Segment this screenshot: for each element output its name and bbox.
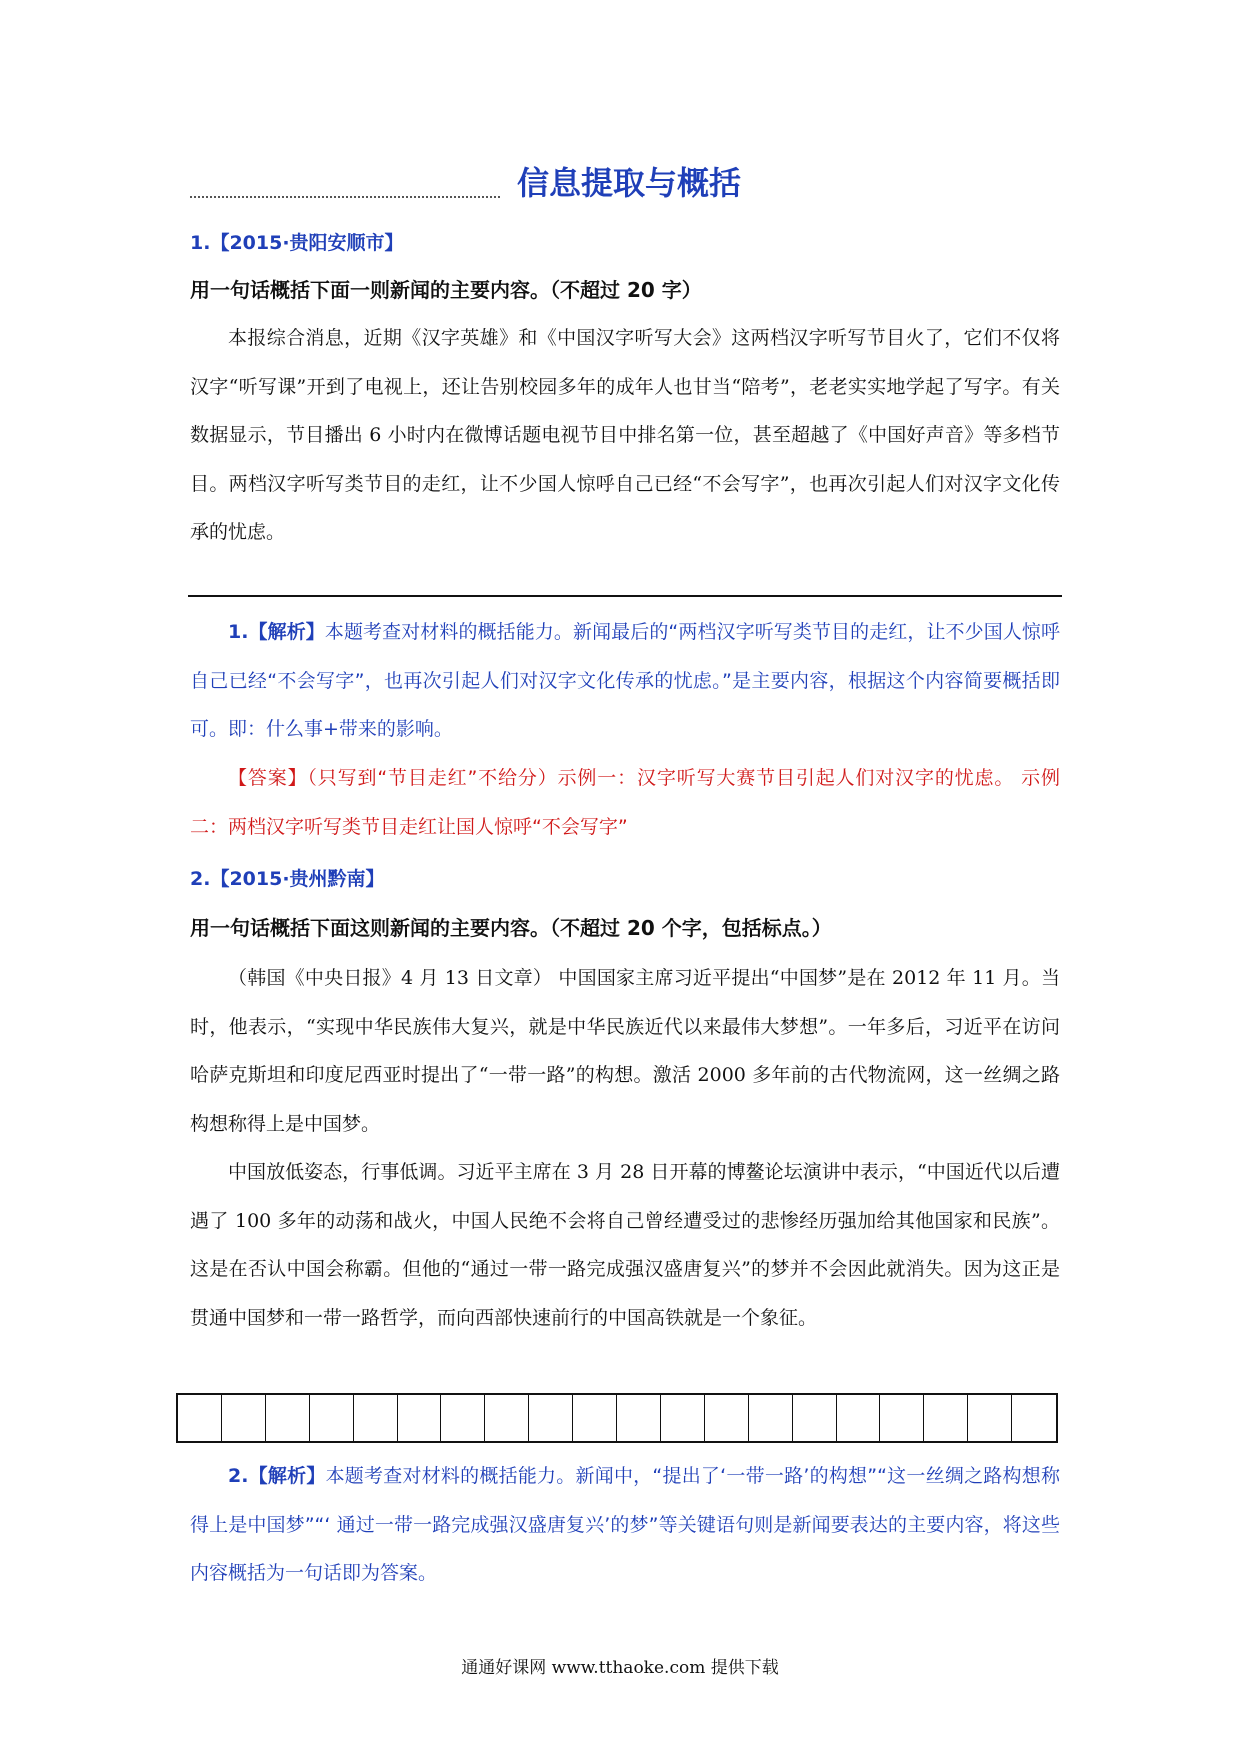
answer-grid-cell[interactable] bbox=[354, 1395, 398, 1441]
answer-grid-cell[interactable] bbox=[837, 1395, 881, 1441]
q2-passage-2: 中国放低姿态，行事低调。习近平主席在 3 月 28 日开幕的博鳌论坛演讲中表示，“中国近代以后遭遇了 100 多年的动荡和战火，中国人民绝不会将自己曾经遭受过的悲惨经历强加给其他国家和民族”。这是在否认中国会称霸。但他的“通过一带一路完成强汉盛唐复兴”的梦并不会因此就消失。因为这正是贯通中国梦和一带一路哲学，而向西部快速前行的中国高铁就是一个象征。 bbox=[190, 1161, 1060, 1329]
q1-analysis bbox=[190, 608, 1060, 754]
answer-grid-cell[interactable] bbox=[573, 1395, 617, 1441]
q1-answer: 【答案】（只写到“节目走红”不给分）示例一：汉字听写大赛节目引起人们对汉字的忧虑。 示例二：两档汉字听写类节目走红让国人惊呼“不会写字” bbox=[190, 767, 1060, 838]
q1-question: 用一句话概括下面一则新闻的主要内容。（不超过 20 字） bbox=[190, 278, 702, 302]
answer-grid-cell[interactable] bbox=[310, 1395, 354, 1441]
answer-grid-cell[interactable] bbox=[222, 1395, 266, 1441]
answer-grid-cell[interactable] bbox=[529, 1395, 573, 1441]
answer-grid-cell[interactable] bbox=[398, 1395, 442, 1441]
q2-passage-1: （韩国《中央日报》4 月 13 日文章） 中国国家主席习近平提出“中国梦”是在 2012 年 11 月。当时，他表示，“实现中华民族伟大复兴，就是中华民族近代以来最伟大梦想”。一年多后，习近平在访问哈萨克斯坦和印度尼西亚时提出了“一带一路”的构想。激活 2000 多年前的古代物流网，这一丝绸之路构想称得上是中国梦。 bbox=[190, 967, 1060, 1135]
q1-analysis-text: 本题考查对材料的概括能力。新闻最后的“两档汉字听写类节目的走红，让不少国人惊呼自己已经“不会写字”，也再次引起人们对汉字文化传承的忧虑。”是主要内容，根据这个内容简要概括即可。即：什么事+带来的影响。 bbox=[190, 621, 1060, 740]
answer-divider-line bbox=[188, 595, 1062, 597]
q1-analysis-tag: 1.【解析】 bbox=[228, 621, 325, 643]
answer-grid-cell[interactable] bbox=[749, 1395, 793, 1441]
answer-grid-cell[interactable] bbox=[178, 1395, 222, 1441]
page-footer: 通通好课网 www.tthaoke.com 提供下载 bbox=[461, 1658, 779, 1678]
answer-grid[interactable] bbox=[176, 1393, 1058, 1443]
answer-grid-cell[interactable] bbox=[661, 1395, 705, 1441]
q2-heading: 2.【2015·贵州黔南】 bbox=[190, 868, 385, 890]
answer-grid-cell[interactable] bbox=[266, 1395, 310, 1441]
answer-grid-cell[interactable] bbox=[441, 1395, 485, 1441]
answer-grid-cell[interactable] bbox=[485, 1395, 529, 1441]
q1-heading: 1.【2015·贵阳安顺市】 bbox=[190, 232, 404, 254]
answer-grid-cell[interactable] bbox=[924, 1395, 968, 1441]
answer-grid-cell[interactable] bbox=[705, 1395, 749, 1441]
q1-passage: 本报综合消息，近期《汉字英雄》和《中国汉字听写大会》这两档汉字听写节目火了，它们不仅将汉字“听写课”开到了电视上，还让告别校园多年的成年人也甘当“陪考”，老老实实地学起了写字。有关数据显示，节目播出 6 小时内在微博话题电视节目中排名第一位，甚至超越了《中国好声音》等多档节目。两档汉字听写类节目的走红，让不少国人惊呼自己已经“不会写字”，也再次引起人们对汉字文化传承的忧虑。 bbox=[190, 327, 1060, 543]
page-title: 信息提取与概括 bbox=[517, 164, 742, 202]
q2-analysis-text: 本题考查对材料的概括能力。新闻中，“提出了‘一带一路’的构想”“这一丝绸之路构想称得上是中国梦”“‘ 通过一带一路完成强汉盛唐复兴’的梦”等关键语句则是新闻要表达的主要内容，将这些内容概括为一句话即为答案。 bbox=[190, 1465, 1060, 1584]
answer-grid-cell[interactable] bbox=[880, 1395, 924, 1441]
answer-grid-cell[interactable] bbox=[617, 1395, 661, 1441]
answer-grid-cell[interactable] bbox=[968, 1395, 1012, 1441]
answer-grid-cell[interactable] bbox=[793, 1395, 837, 1441]
title-leader-dots bbox=[190, 196, 500, 198]
q2-analysis bbox=[190, 1452, 1060, 1598]
answer-grid-cell[interactable] bbox=[1012, 1395, 1056, 1441]
q2-analysis-tag: 2.【解析】 bbox=[228, 1465, 326, 1487]
title-row bbox=[190, 158, 750, 208]
q2-question: 用一句话概括下面这则新闻的主要内容。（不超过 20 个字，包括标点。） bbox=[190, 916, 832, 940]
